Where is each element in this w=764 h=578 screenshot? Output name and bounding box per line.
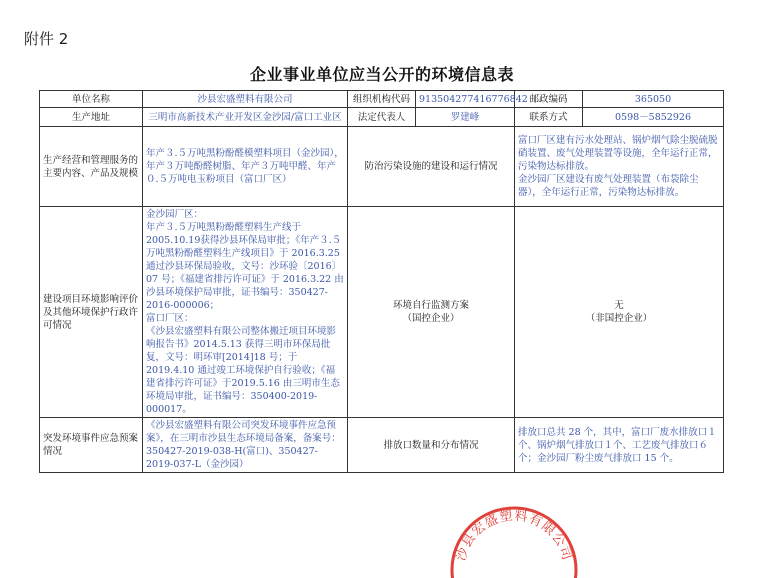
legal-rep-label: 法定代表人 [348, 108, 416, 127]
monitor-value-line-1: 无 [614, 300, 624, 311]
business-value: 年产３.５万吨黑粉酚醛模塑料项目（金沙园），年产３万吨酚醛树脂、年产３万吨甲醛、年产０.５万吨电玉粉项目（富口厂区） [143, 127, 348, 207]
monitor-value-line-2: （非国控企业） [585, 313, 653, 324]
monitor-label [348, 207, 515, 418]
business-label: 生产经营和管理服务的主要内容、产品及规模 [40, 127, 143, 207]
facility-label: 防治污染设施的建设和运行情况 [348, 127, 515, 207]
row-emergency [40, 418, 724, 473]
emergency-value: 《沙县宏盛塑料有限公司突发环境事件应急预案》，在三明市沙县生态环境局备案，备案号：350427-2019-038-H(富口)、350427-2019-037-L（金沙园） [143, 418, 348, 473]
emergency-label: 突发环境事件应急预案情况 [40, 418, 143, 473]
row-address [40, 108, 724, 127]
seal-text: 沙县宏盛塑料有限公司 [453, 508, 575, 563]
contact-value: 0598－5852926 [583, 108, 724, 127]
annex-label: 附件 2 [24, 30, 69, 48]
monitor-label-line-1: 环境自行监测方案 [392, 300, 469, 311]
address-value: 三明市高新技术产业开发区金沙园/富口工业区 [143, 108, 348, 127]
eia-value-line-1: 金沙园厂区： [146, 209, 204, 220]
legal-rep-value: 罗建峰 [416, 108, 515, 127]
eia-value-line-4: 《沙县宏盛塑料有限公司整体搬迁项目环境影响报告书》2014.5.13 获得三明市环保局批复，文号：明环审[2014]18 号；于 2019.4.10 通过竣工环境保护自行验收；《福建省排污许可证》于2019.5.16 由三明市生态环境局审批，证书编号：350400-2019-000017。 [146, 326, 340, 415]
row-eia [40, 207, 724, 418]
org-code-label: 组织机构代码 [348, 91, 416, 108]
facility-value-line-2: 金沙园厂区建设有废气处理装置（布袋除尘器），全年运行正常，污染物达标排放。 [518, 174, 699, 198]
unit-name-label: 单位名称 [40, 91, 143, 108]
monitor-value [515, 207, 724, 418]
facility-value [515, 127, 724, 207]
facility-value-line-1: 富口厂区建有污水处理站、锅炉烟气除尘脱硫脱硝装置、废气处理装置等设施，全年运行正常，污染物达标排放。 [518, 135, 718, 172]
postal-code-label: 邮政编码 [515, 91, 583, 108]
outlet-label: 排放口数量和分布情况 [348, 418, 515, 473]
monitor-label-line-2: （国控企业） [402, 313, 460, 324]
row-business [40, 127, 724, 207]
row-unit [40, 91, 724, 108]
company-seal [448, 478, 580, 578]
eia-value-line-2: 年产３.５万吨黑粉酚醛塑料生产线于2005.10.19获得沙县环保局审批；《年产３.５万吨黑粉酚醛塑料生产线项目》于 2016.3.25 通过沙县环保局验收，文号：沙环验〔2016〕07 号；《福建省排污许可证》于 2016.3.22 由沙县环境保护局审批，证书编号：350427-2016-000006； [146, 222, 344, 311]
eia-value-line-3: 富口厂区： [146, 313, 194, 324]
outlet-value: 排放口总共 28 个，其中，富口厂废水排放口１个、锅炉烟气排放口１个、工艺废气排放口６个；金沙园厂粉尘废气排放口 15 个。 [515, 418, 724, 473]
address-label: 生产地址 [40, 108, 143, 127]
contact-label: 联系方式 [515, 108, 583, 127]
eia-value [143, 207, 348, 418]
eia-label: 建设项目环境影响评价及其他环境保护行政许可情况 [40, 207, 143, 418]
unit-name-value: 沙县宏盛塑料有限公司 [143, 91, 348, 108]
postal-code-value: 365050 [583, 91, 724, 108]
svg-text:沙县宏盛塑料有限公司 [453, 508, 575, 563]
document-title: 企业事业单位应当公开的环境信息表 [249, 65, 514, 84]
org-code-value: 913504277416776842 [416, 91, 515, 108]
environment-info-table [39, 90, 724, 473]
